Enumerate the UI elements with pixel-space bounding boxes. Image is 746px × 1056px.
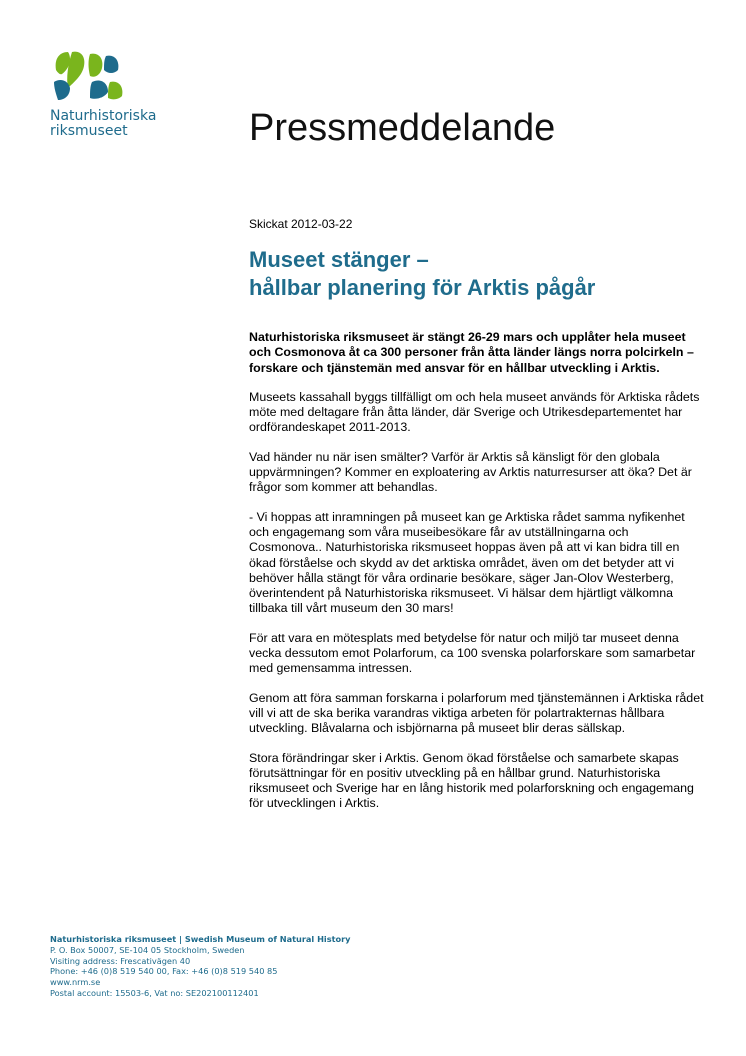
- logo-leaf-7: [108, 82, 122, 100]
- logo-line-2: riksmuseet: [50, 123, 128, 139]
- footer-contact: [50, 934, 470, 999]
- footer-org-name: Naturhistoriska riksmuseet | Swedish Museum of Natural History: [50, 934, 351, 944]
- press-headline: [249, 246, 709, 302]
- body-paragraph: Stora förändringar sker i Arktis. Genom ökad förståelse och samarbete skapas förutsättningar för en positiv utveckling på en hållbar grund. Naturhistoriska riksmuseet och Sverige har en lång historik med polarforskning och engagemang för utvecklingen i Arktis.: [249, 750, 694, 811]
- logo-line-1: Naturhistoriska: [50, 108, 157, 124]
- footer-phone: Phone: +46 (0)8 519 540 00, Fax: +46 (0)8 519 540 85: [50, 966, 278, 977]
- lead-paragraph: Naturhistoriska riksmuseet är stängt 26-29 mars och upplåter hela museet och Cosmonova åt ca 300 personer från åtta länder längs norra polcirkeln – forskare och tjänstemän med ansvar för en hållbar utveckling i Arktis.: [249, 330, 694, 375]
- headline-line-1: Museet stänger –: [249, 247, 429, 272]
- body-paragraph: Museets kassahall byggs tillfälligt om och hela museet används för Arktiska rådets möte med deltagare från åtta länder, där Sverige och Utrikesdepartementet har ordförandeskapet 2011-2013.: [249, 389, 700, 435]
- logo-leaf-5: [104, 56, 118, 73]
- body-paragraph: Genom att föra samman forskarna i polarforum med tjänstemännen i Arktiska rådet vill vi att de ska berika varandras viktiga arbeten för polartrakternas hållbara utveckling. Blåvalarna och isbjörnarna på museet blir deras sällskap.: [249, 690, 704, 736]
- press-body: [249, 330, 704, 826]
- footer-website-link[interactable]: www.nrm.se: [50, 977, 101, 988]
- logo-leaf-6: [90, 80, 108, 98]
- body-paragraph: Vad händer nu när isen smälter? Varför är Arktis så känsligt för den globala uppvärmningen? Kommer en exploatering av Arktis naturresurser att öka? Det är frågor som kommer att behandlas.: [249, 449, 692, 495]
- footer-address: P. O. Box 50007, SE-104 05 Stockholm, Sweden: [50, 944, 245, 955]
- headline-line-2: hållbar planering för Arktis pågår: [249, 275, 596, 300]
- sent-date: Skickat 2012-03-22: [249, 217, 353, 231]
- logo-wordmark: [50, 109, 170, 139]
- quote-paragraph: - Vi hoppas att inramningen på museet kan ge Arktiska rådet samma nyfikenhet och engagemang som våra museibesökare får av utställningarna och Cosmonova.. Naturhistoriska riksmuseet hoppas även på att vi kan bidra till en ökad förståelse och skydd av det arktiska området, även om det betyder att vi behöver hålla stängt för våra ordinarie besökare, säger Jan-Olov Westerberg, överintendent på Naturhistoriska riksmuseet. Vi hälsar dem hjärtligt välkomna tillbaka till vårt museum den 30 mars!: [249, 509, 685, 616]
- footer-postal-account: Postal account: 15503-6, Vat no: SE202100112401: [50, 987, 259, 998]
- footer-visiting-address: Visiting address: Frescativägen 40: [50, 955, 191, 966]
- museum-logo-icon: [50, 48, 126, 104]
- museum-logo: [50, 48, 170, 139]
- document-type-title: Pressmeddelande: [249, 107, 556, 149]
- logo-leaf-4: [89, 54, 103, 77]
- body-paragraph: För att vara en mötesplats med betydelse för natur och miljö tar museet denna vecka dessutom emot Polarforum, ca 100 svenska polarforskare som samarbetar med gemensamma intressen.: [249, 630, 696, 676]
